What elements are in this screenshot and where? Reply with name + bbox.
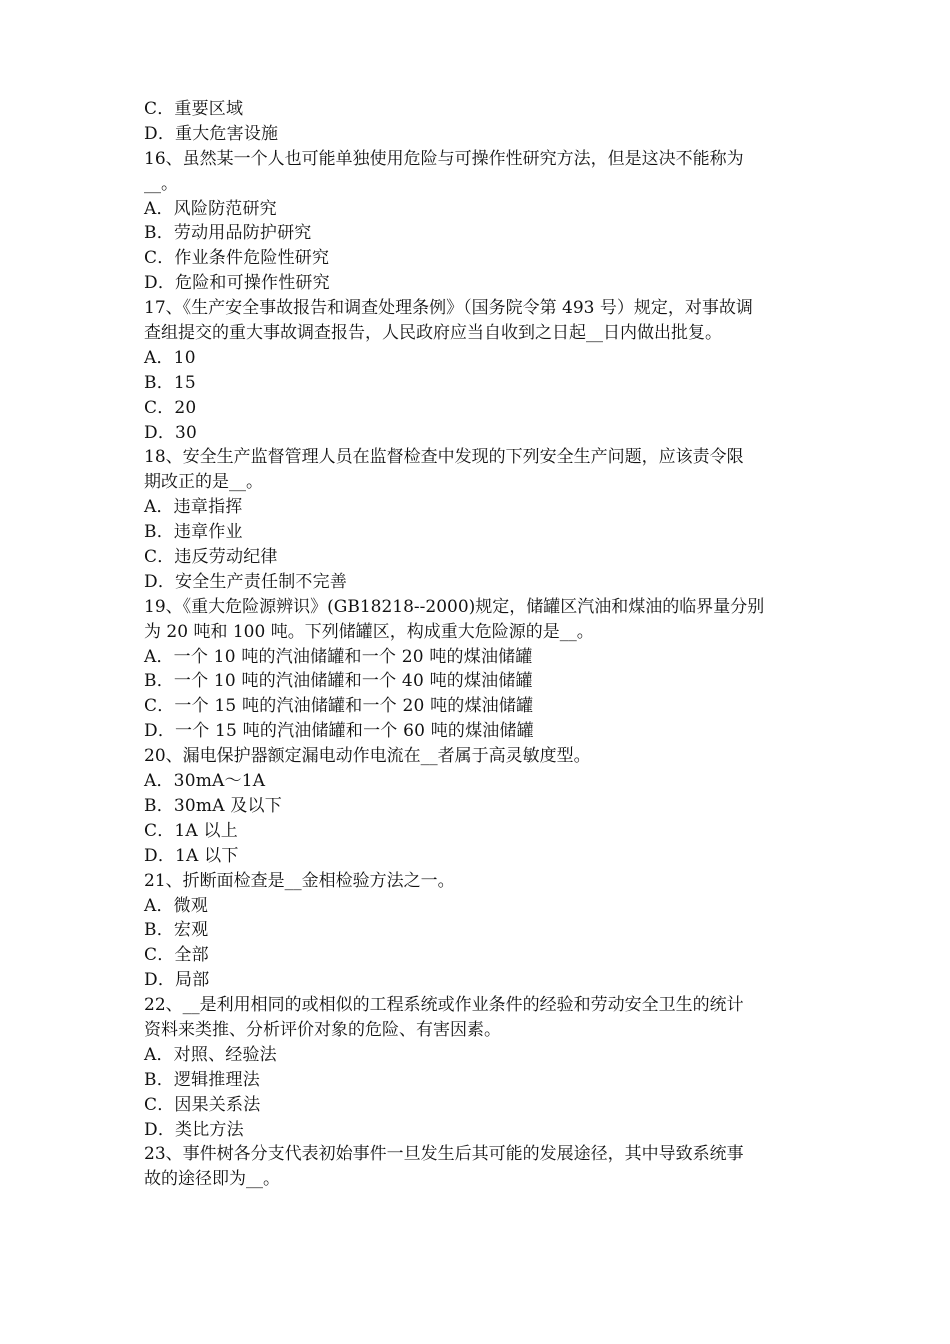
option-line: D．安全生产责任制不完善 [144,571,348,592]
option-line: A．一个 10 吨的汽油储罐和一个 20 吨的煤油储罐 [144,646,533,667]
option-line: D．危险和可操作性研究 [144,273,330,294]
option-line: A．30mA～1A [144,771,266,792]
option-line: C．因果关系法 [144,1094,261,1115]
option-line: C．一个 15 吨的汽油储罐和一个 20 吨的煤油储罐 [144,696,534,717]
option-line: D．类比方法 [144,1119,244,1140]
question-line: 22、__是利用相同的或相似的工程系统或作业条件的经验和劳动安全卫生的统计 [144,995,744,1016]
question-line: 20、漏电保护器额定漏电动作电流在__者属于高灵敏度型。 [144,746,591,767]
option-line: B．宏观 [144,920,209,941]
option-line: A．10 [144,347,196,368]
question-line: 资料来类推、分析评价对象的危险、有害因素。 [144,1019,501,1040]
option-line: A．违章指挥 [144,497,243,518]
option-line: A．对照、经验法 [144,1044,277,1065]
option-line: B．逻辑推理法 [144,1069,260,1090]
option-line: C．20 [144,397,197,418]
question-line: 23、事件树各分支代表初始事件一旦发生后其可能的发展途径，其中导致系统事 [144,1144,744,1165]
question-line: 16、虽然某一个人也可能单独使用危险与可操作性研究方法，但是这决不能称为 [144,148,744,169]
option-line: C．违反劳动纪律 [144,547,278,568]
question-line: 期改正的是__。 [144,472,263,493]
option-line: D．重大危害设施 [144,123,279,144]
question-line: 为 20 吨和 100 吨。下列储罐区，构成重大危险源的是__。 [144,621,594,642]
question-line: 18、安全生产监督管理人员在监督检查中发现的下列安全生产问题，应该责令限 [144,447,744,468]
option-line: C．1A 以上 [144,820,238,841]
option-line: A．微观 [144,895,209,916]
option-line: B．违章作业 [144,522,243,543]
option-line: C．全部 [144,945,209,966]
option-line: B．30mA 及以下 [144,795,282,816]
question-line: 查组提交的重大事故调查报告，人民政府应当自收到之日起__日内做出批复。 [144,323,722,344]
question-line: 21、折断面检查是__金相检验方法之一。 [144,870,455,891]
question-line: 故的途径即为__。 [144,1169,280,1190]
option-line: D．局部 [144,970,210,991]
option-line: C．重要区域 [144,99,244,119]
option-line: A．风险防范研究 [144,198,277,219]
option-line: B．一个 10 吨的汽油储罐和一个 40 吨的煤油储罐 [144,671,533,692]
option-line: B．15 [144,372,196,393]
option-line: B．劳动用品防护研究 [144,223,312,244]
option-line: D．30 [144,422,198,443]
option-line: D．一个 15 吨的汽油储罐和一个 60 吨的煤油储罐 [144,721,534,742]
option-line: C．作业条件危险性研究 [144,248,330,269]
question-line: 17、《生产安全事故报告和调查处理条例》（国务院令第 493 号）规定，对事故调 [144,298,753,319]
option-line: D．1A 以下 [144,845,239,866]
document-page [144,97,812,1192]
question-line: __。 [144,173,178,194]
question-line: 19、《重大危险源辨识》(GB18218--2000)规定，储罐区汽油和煤油的临界量分别 [144,596,765,617]
